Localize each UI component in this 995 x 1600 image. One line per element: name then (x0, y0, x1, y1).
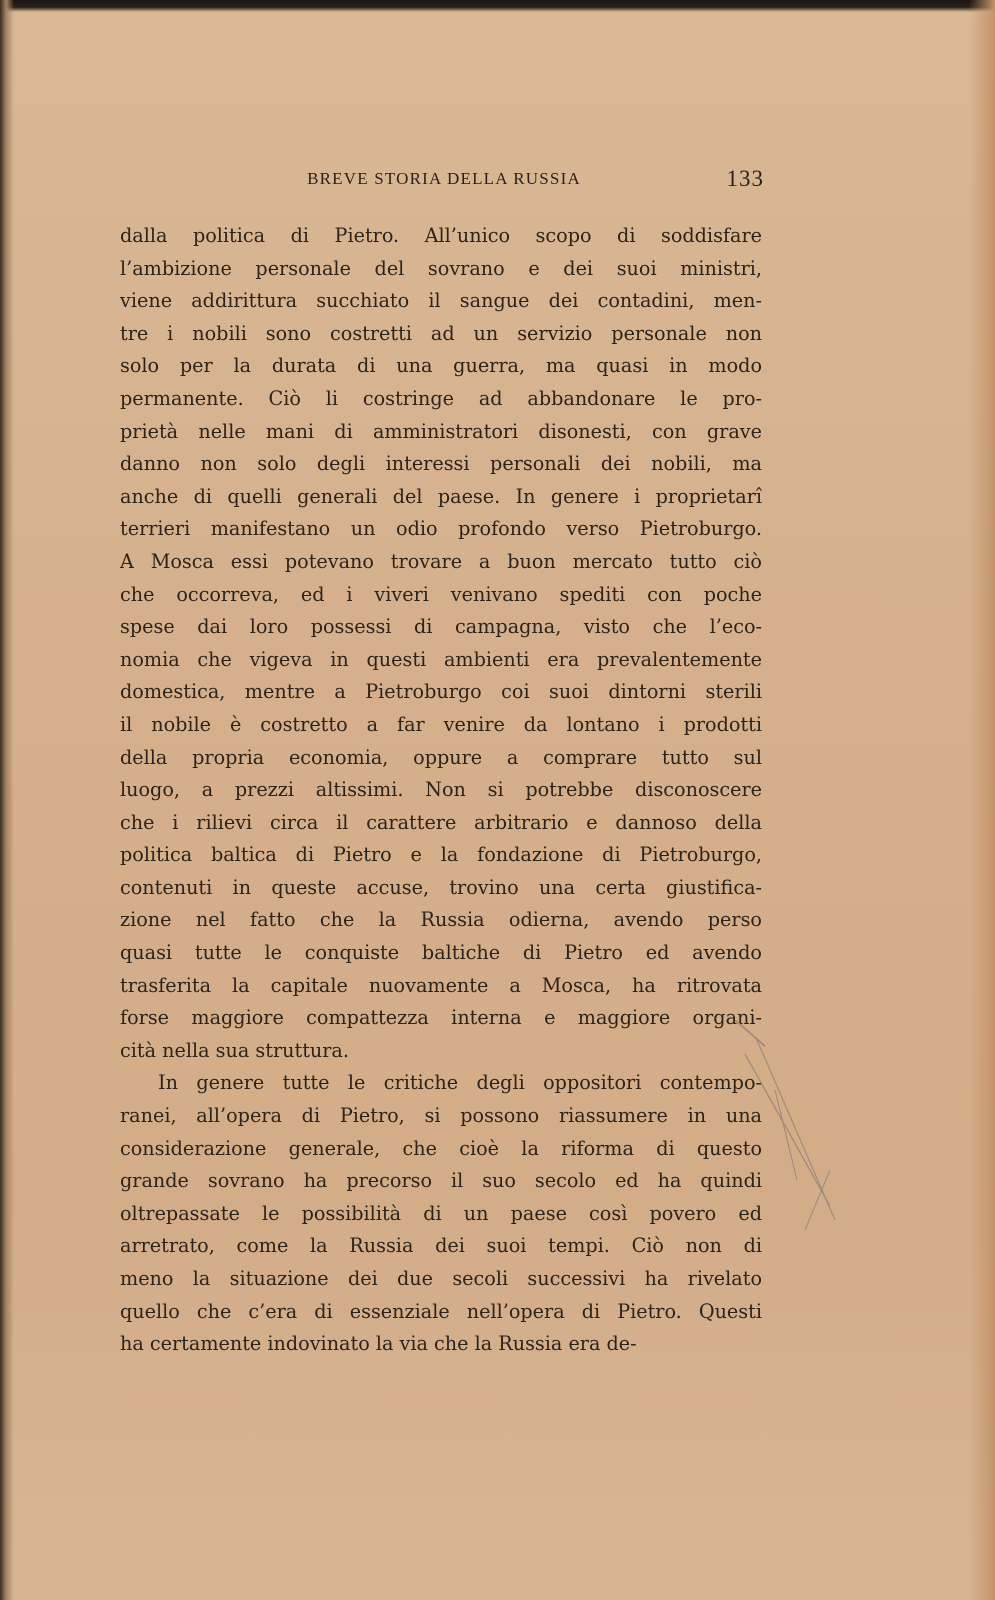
text-line: zione nel fatto che la Russia odierna, avendo perso (120, 908, 762, 932)
text-line: terrieri manifestano un odio profondo verso Pietroburgo. (120, 517, 762, 541)
text-line: danno non solo degli interessi personali dei nobili, ma (120, 452, 762, 476)
paragraph-1 (120, 220, 762, 1067)
page-top-edge (0, 0, 995, 12)
paragraph-2 (120, 1067, 762, 1360)
text-line: arretrato, come la Russia dei suoi tempi. Ciò non di (120, 1234, 762, 1258)
text-line: grande sovrano ha precorso il suo secolo ed ha quindi (120, 1169, 762, 1193)
text-line: quello che c’era di essenziale nell’opera di Pietro. Questi (120, 1299, 762, 1323)
text-line: solo per la durata di una guerra, ma quasi in modo (120, 354, 762, 378)
page-binding-edge (0, 0, 14, 1600)
text-line: quasi tutte le conquiste baltiche di Pietro ed avendo (120, 941, 762, 965)
text-line: In genere tutte le critiche degli oppositori contempo- (158, 1071, 762, 1095)
text-line: oltrepassate le possibilità di un paese così povero ed (120, 1201, 762, 1225)
text-line: l’ambizione personale del sovrano e dei suoi ministri, (120, 256, 762, 280)
text-line: forse maggiore compattezza interna e maggiore organi- (120, 1006, 762, 1030)
text-line: domestica, mentre a Pietroburgo coi suoi dintorni sterili (120, 680, 762, 704)
text-line: A Mosca essi potevano trovare a buon mercato tutto ciò (120, 549, 762, 573)
text-line: ha certamente indovinato la via che la Russia era de- (120, 1332, 637, 1356)
text-line: tre i nobili sono costretti ad un servizio personale non (120, 321, 762, 345)
text-line: prietà nelle mani di amministratori disonesti, con grave (120, 419, 762, 443)
text-line: dalla politica di Pietro. All’unico scopo di soddisfare (120, 224, 762, 247)
running-title: BREVE STORIA DELLA RUSSIA (307, 169, 581, 188)
text-line: nomia che vigeva in questi ambienti era prevalentemente (120, 647, 762, 671)
text-line: luogo, a prezzi altissimi. Non si potrebbe disconoscere (120, 778, 762, 802)
text-line: contenuti in queste accuse, trovino una certa giustifica- (120, 875, 762, 899)
text-line: considerazione generale, che cioè la riforma di questo (120, 1136, 762, 1160)
text-line: della propria economia, oppure a comprare tutto sul (120, 745, 762, 769)
page-number: 133 (726, 166, 764, 191)
text-line: ranei, all’opera di Pietro, si possono riassumere in una (120, 1104, 762, 1128)
text-line: spese dai loro possessi di campagna, visto che l’eco- (120, 615, 762, 639)
running-head (124, 166, 764, 194)
text-line: permanente. Ciò li costringe ad abbandonare le pro- (120, 386, 762, 410)
page-right-edge (969, 0, 995, 1600)
text-line: che occorreva, ed i viveri venivano spediti con poche (120, 582, 762, 606)
text-line: viene addirittura succhiato il sangue dei contadini, men- (120, 289, 762, 313)
text-line: trasferita la capitale nuovamente a Mosca, ha ritrovata (120, 973, 762, 997)
body-text (120, 220, 762, 1361)
text-line: anche di quelli generali del paese. In genere i proprietarî (120, 484, 762, 508)
text-line: il nobile è costretto a far venire da lontano i prodotti (120, 712, 762, 736)
pencil-annotation-mark (735, 1020, 855, 1280)
text-line: cità nella sua struttura. (120, 1038, 349, 1062)
text-line: meno la situazione dei due secoli successivi ha rivelato (120, 1267, 762, 1290)
text-line: che i rilievi circa il carattere arbitrario e dannoso della (120, 810, 762, 834)
text-line: politica baltica di Pietro e la fondazione di Pietroburgo, (120, 843, 762, 867)
